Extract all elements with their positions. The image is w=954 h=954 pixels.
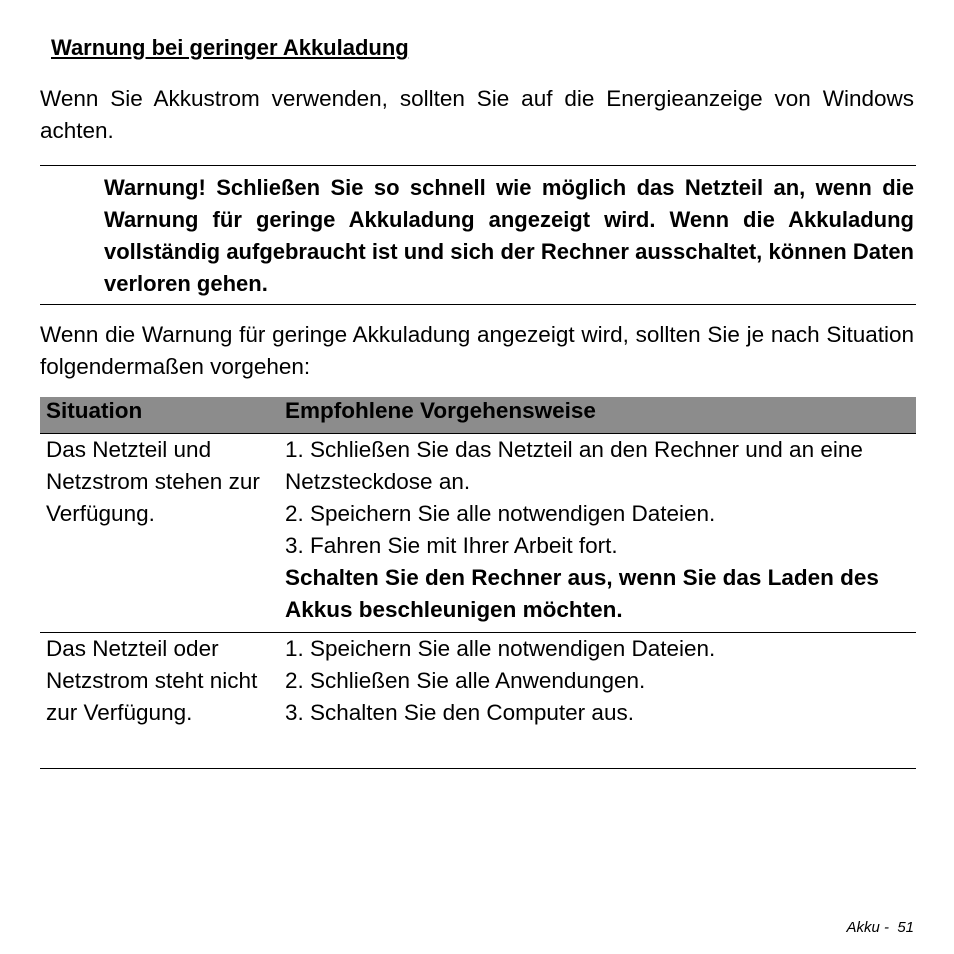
warning-divider-bottom <box>40 304 916 305</box>
step-item: 1. Schließen Sie das Netzteil an den Rechner und an eine Netzsteckdose an. <box>285 437 863 494</box>
table-header-row <box>40 397 916 434</box>
table-row <box>40 434 916 633</box>
warning-text: Warnung! Schließen Sie so schnell wie möglich das Netzteil an, wenn die Warnung für geringe Akkuladung angezeigt wird. Wenn die Akkuladung vollständig aufgebraucht ist und sich der Rechner ausschaltet, können Daten verloren gehen. <box>104 175 914 296</box>
situation-cell: Das Netzteil und Netzstrom stehen zur Verfügung. <box>40 434 279 633</box>
page-footer <box>846 918 914 938</box>
table-row <box>40 633 916 769</box>
section-heading: Warnung bei geringer Akkuladung <box>51 35 409 60</box>
step-item: 3. Schalten Sie den Computer aus. <box>285 700 634 725</box>
recommendation-cell <box>279 633 916 769</box>
situation-intro-paragraph: Wenn die Warnung für geringe Akkuladung angezeigt wird, sollten Sie je nach Situation folgendermaßen vorgehen: <box>40 322 914 379</box>
situation-cell: Das Netzteil oder Netzstrom steht nicht zur Verfügung. <box>40 633 279 769</box>
step-item: 2. Schließen Sie alle Anwendungen. <box>285 668 646 693</box>
recommendation-table <box>40 397 916 769</box>
warning-divider-top <box>40 165 916 166</box>
header-situation: Situation <box>40 397 279 434</box>
intro-paragraph: Wenn Sie Akkustrom verwenden, sollten Sie auf die Energieanzeige von Windows achten. <box>40 86 914 143</box>
step-item: 2. Speichern Sie alle notwendigen Dateien. <box>285 501 716 526</box>
page-number: 51 <box>897 919 914 936</box>
recommendation-cell <box>279 434 916 633</box>
footer-section: Akku <box>846 919 880 936</box>
footer-separator: - <box>883 919 889 936</box>
header-recommendation: Empfohlene Vorgehensweise <box>279 397 916 434</box>
step-item: 3. Fahren Sie mit Ihrer Arbeit fort. <box>285 533 618 558</box>
step-item: 1. Speichern Sie alle notwendigen Dateien. <box>285 636 716 661</box>
step-note: Schalten Sie den Rechner aus, wenn Sie das Laden des Akkus beschleunigen möchten. <box>285 565 879 622</box>
